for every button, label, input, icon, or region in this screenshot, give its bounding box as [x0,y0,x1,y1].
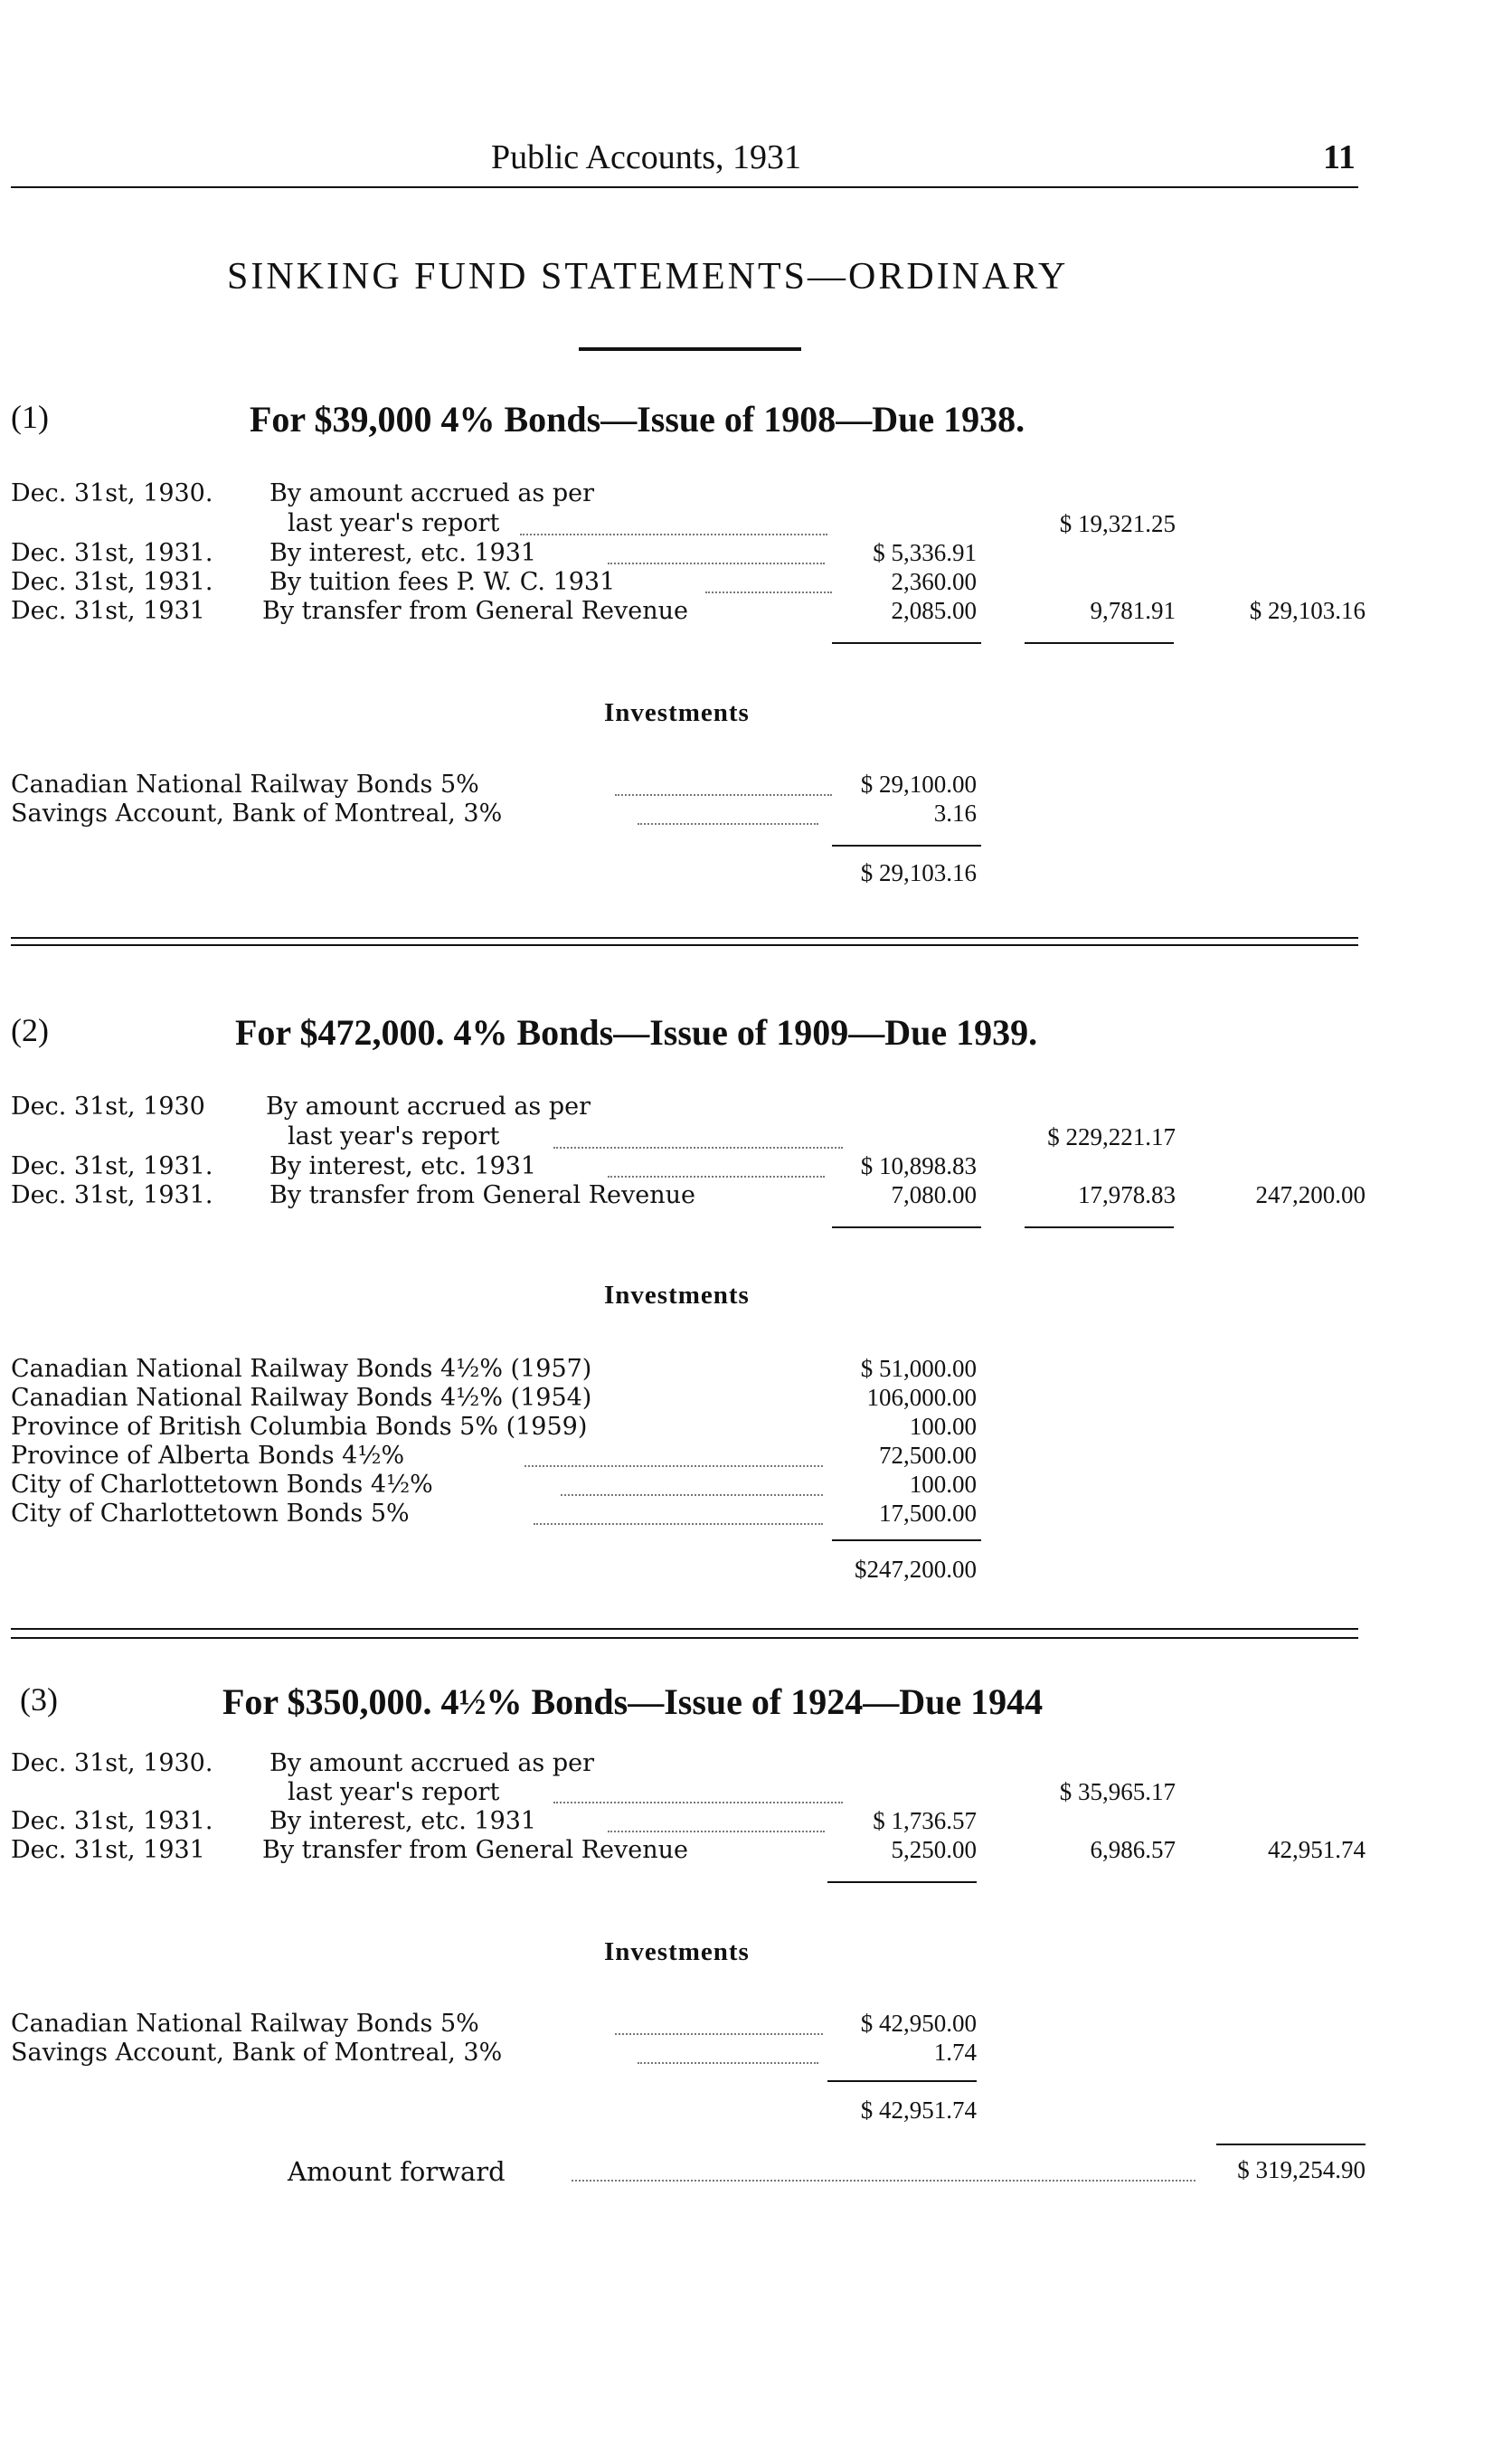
dot-leader [520,534,827,535]
investments-heading: Investments [604,1937,750,1966]
entry-description: By tuition fees P. W. C. 1931 [269,568,616,596]
entry-description: By amount accrued as per [266,1093,591,1121]
investment-name: Savings Account, Bank of Montreal, 3% [11,2039,503,2067]
amount: 5,250.00 [891,1836,977,1863]
entry-date: Dec. 31st, 1931. [11,1152,213,1180]
investment-amount: 100.00 [909,1471,977,1498]
investments-total: $ 42,951.74 [860,2097,977,2124]
section-title: For $39,000 4% Bonds—Issue of 1908—Due 1938. [250,399,1025,440]
subtotal-amount: 9,781.91 [1090,597,1176,624]
dot-leader [608,1831,825,1832]
entry-description-cont: last year's report [288,509,500,537]
amount: $ 1,736.57 [873,1807,977,1834]
column-rule [1025,642,1174,644]
dot-leader [638,2062,818,2064]
investment-amount: 106,000.00 [866,1384,977,1411]
amount: 2,360.00 [891,568,977,595]
column-rule [827,1881,977,1883]
dot-leader [553,1147,843,1149]
page-title: SINKING FUND STATEMENTS—ORDINARY [227,256,1069,298]
investment-amount: $ 29,100.00 [860,771,977,798]
header-rule [11,186,1358,188]
investments-rule [827,2080,977,2082]
investment-name: Canadian National Railway Bonds 4½% (1957) [11,1355,592,1383]
dot-leader [561,1494,823,1496]
dot-leader [608,1176,825,1178]
investment-amount: $ 42,950.00 [860,2010,977,2037]
total-amount: 247,200.00 [1255,1181,1366,1208]
investments-rule [832,845,981,847]
investment-amount: 72,500.00 [879,1442,977,1469]
entry-description: By interest, etc. 1931 [269,539,537,567]
section-number: (2) [11,1012,49,1048]
investment-name: Savings Account, Bank of Montreal, 3% [11,800,503,828]
dot-leader [534,1523,823,1525]
investment-amount: 3.16 [933,800,977,827]
page-number: 11 [1323,138,1356,176]
investments-heading: Investments [604,698,750,727]
investments-total: $247,200.00 [855,1556,977,1583]
investment-name: Province of Alberta Bonds 4½% [11,1442,405,1470]
dot-leader [608,563,825,564]
amount: 2,085.00 [891,597,977,624]
entry-description: By amount accrued as per [269,479,595,507]
investment-name: Canadian National Railway Bonds 5% [11,771,479,799]
entry-date: Dec. 31st, 1931. [11,1807,213,1835]
entry-description: By amount accrued as per [269,1749,595,1777]
investment-name: Canadian National Railway Bonds 4½% (1954) [11,1384,592,1412]
section-number: (1) [11,399,49,435]
section-divider [11,944,1358,946]
amount: $ 5,336.91 [873,539,977,566]
section-divider [11,1637,1358,1639]
amount-forward-label: Amount forward [288,2156,506,2187]
entry-description: By interest, etc. 1931 [269,1807,537,1835]
investment-amount: 17,500.00 [879,1500,977,1527]
column-rule [832,1226,981,1228]
entry-date: Dec. 31st, 1930 [11,1093,205,1121]
dot-leader [638,823,818,825]
investment-name: City of Charlottetown Bonds 5% [11,1500,410,1528]
forward-rule [1216,2144,1366,2145]
investment-amount: $ 51,000.00 [860,1355,977,1382]
entry-description: By interest, etc. 1931 [269,1152,537,1180]
section-title: For $472,000. 4% Bonds—Issue of 1909—Due 1939. [235,1012,1038,1053]
dot-leader [615,2033,823,2035]
entry-description-cont: last year's report [288,1122,500,1150]
dot-leader [553,1802,843,1803]
investments-total: $ 29,103.16 [860,859,977,886]
title-underline [579,347,801,351]
investment-name: City of Charlottetown Bonds 4½% [11,1471,433,1499]
column-rule [1025,1226,1174,1228]
entry-date: Dec. 31st, 1931 [11,1836,205,1864]
dot-leader [572,2180,1195,2182]
dot-leader [524,1465,823,1467]
total-amount: $ 29,103.16 [1249,597,1366,624]
section-divider [11,937,1358,939]
investment-name: Province of British Columbia Bonds 5% (1959) [11,1413,588,1441]
section-title: For $350,000. 4½% Bonds—Issue of 1924—Due 1944 [222,1681,1044,1722]
entry-date: Dec. 31st, 1930. [11,479,213,507]
subtotal-amount: $ 229,221.17 [1047,1123,1176,1150]
subtotal-amount: 17,978.83 [1078,1181,1176,1208]
entry-description: By transfer from General Revenue [262,1836,689,1864]
investments-rule [832,1539,981,1541]
entry-date: Dec. 31st, 1931. [11,1181,213,1209]
investment-amount: 100.00 [909,1413,977,1440]
amount: 7,080.00 [891,1181,977,1208]
entry-date: Dec. 31st, 1931 [11,597,205,625]
entry-description-cont: last year's report [288,1778,500,1806]
entry-description: By transfer from General Revenue [262,597,689,625]
entry-description: By transfer from General Revenue [269,1181,696,1209]
investments-heading: Investments [604,1281,750,1310]
column-rule [832,642,981,644]
total-amount: 42,951.74 [1268,1836,1366,1863]
entry-date: Dec. 31st, 1931. [11,539,213,567]
investment-name: Canadian National Railway Bonds 5% [11,2010,479,2038]
section-number: (3) [20,1681,58,1718]
entry-date: Dec. 31st, 1931. [11,568,213,596]
amount-forward-value: $ 319,254.90 [1237,2156,1366,2183]
subtotal-amount: $ 35,965.17 [1059,1778,1176,1805]
section-divider [11,1628,1358,1630]
subtotal-amount: $ 19,321.25 [1059,510,1176,537]
investment-amount: 1.74 [933,2039,977,2066]
subtotal-amount: 6,986.57 [1090,1836,1176,1863]
entry-date: Dec. 31st, 1930. [11,1749,213,1777]
running-header-title: Public Accounts, 1931 [491,138,802,176]
amount: $ 10,898.83 [860,1152,977,1179]
